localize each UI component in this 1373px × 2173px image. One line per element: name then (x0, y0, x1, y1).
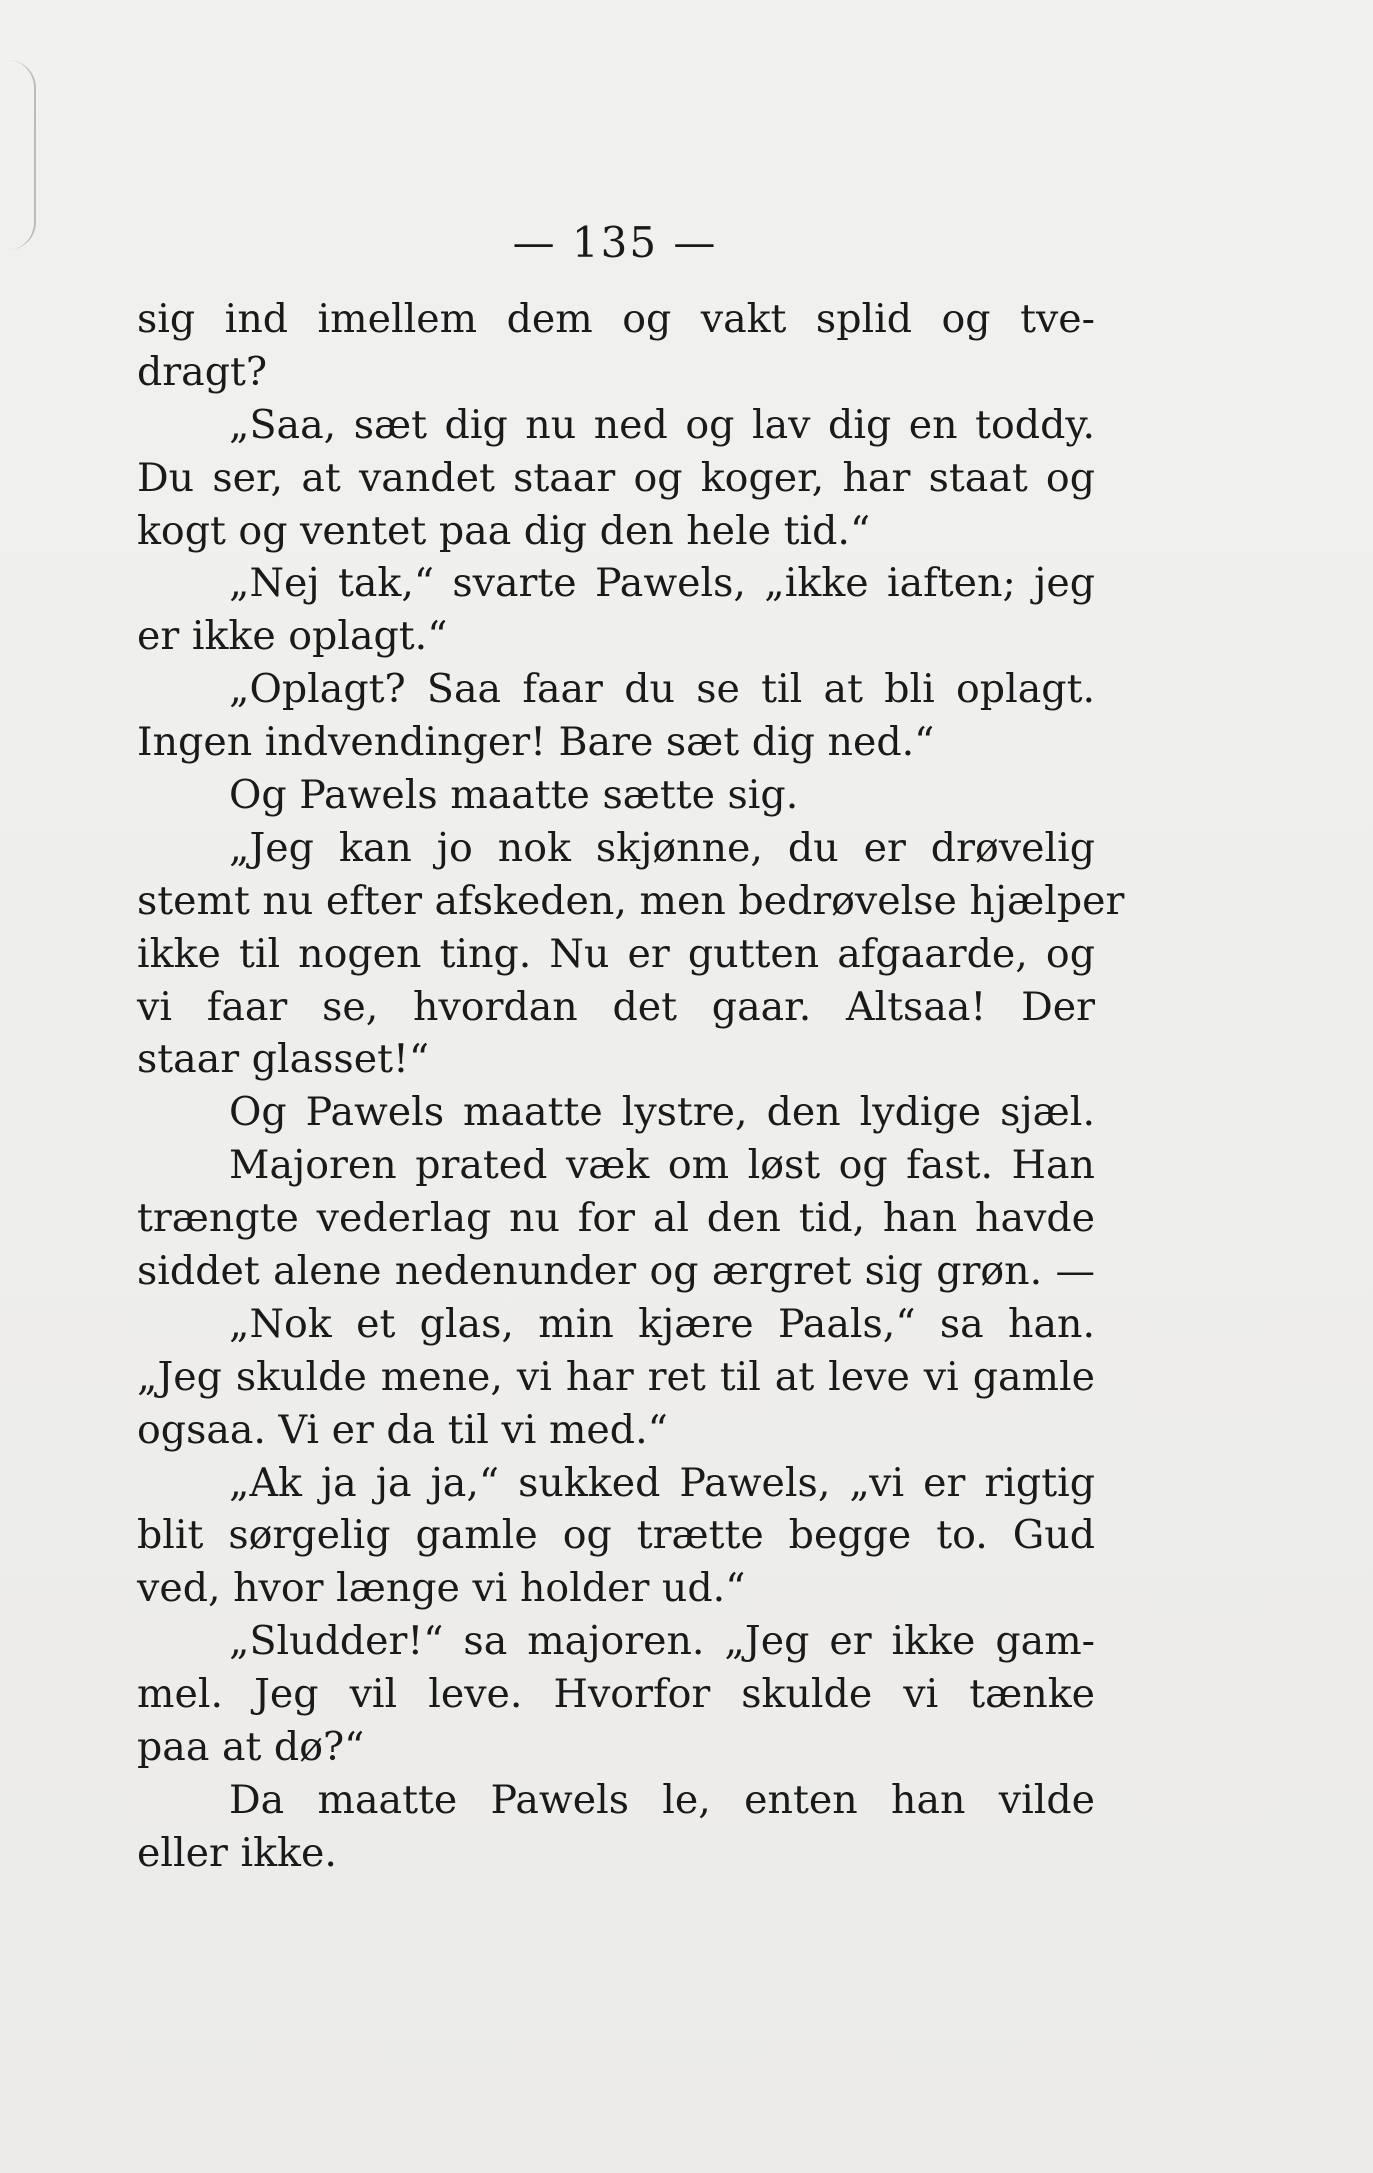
text-line: Ingen indvendinger! Bare sæt dig ned.“ (137, 719, 935, 766)
text-line: kogt og ventet paa dig den hele tid.“ (137, 507, 871, 554)
text-line: Og Pawels maatte lystre, den lydige sjæl. (229, 1089, 1095, 1136)
text-line: paa at dø?“ (137, 1724, 365, 1771)
text-line: „Jeg kan jo nok skjønne, du er drøvelig (229, 824, 1095, 871)
text-line: siddet alene nedenunder og ærgret sig grøn. — (137, 1248, 1095, 1295)
text-line: Da maatte Pawels le, enten han vilde (229, 1776, 1095, 1823)
text-line: „Oplagt? Saa faar du se til at bli oplagt. (229, 666, 1095, 713)
text-line: eller ikke. (137, 1829, 337, 1876)
text-line: „Saa, sæt dig nu ned og lav dig en toddy. (229, 401, 1095, 448)
text-line: ved, hvor længe vi holder ud.“ (137, 1565, 746, 1612)
body-text (137, 293, 1125, 1880)
text-line: blit sørgelig gamle og trætte begge to. Gud (137, 1512, 1095, 1559)
text-line: „Nok et glas, min kjære Paals,“ sa han. (229, 1300, 1095, 1347)
text-line: ogsaa. Vi er da til vi med.“ (137, 1406, 668, 1453)
text-line: ikke til nogen ting. Nu er gutten afgaarde, og (137, 930, 1095, 977)
text-line: dragt? (137, 348, 268, 395)
text-line: „Ak ja ja ja,“ sukked Pawels, „vi er rigtig (229, 1459, 1095, 1506)
text-line: Du ser, at vandet staar og koger, har staat og (137, 454, 1095, 501)
page-number: — 135 — (512, 218, 718, 267)
text-line: stemt nu efter afskeden, men bedrøvelse hjælper (137, 877, 1125, 924)
text-line: staar glasset!“ (137, 1036, 430, 1083)
text-line: vi faar se, hvordan det gaar. Altsaa! Der (137, 983, 1095, 1030)
text-line: er ikke oplagt.“ (137, 613, 448, 660)
text-line: Og Pawels maatte sætte sig. (229, 772, 799, 819)
text-line: „Jeg skulde mene, vi har ret til at leve vi gamle (137, 1353, 1095, 1400)
text-line: „Sludder!“ sa majoren. „Jeg er ikke gam- (229, 1618, 1095, 1665)
text-line: trængte vederlag nu for al den tid, han havde (137, 1195, 1095, 1242)
text-line: „Nej tak,“ svarte Pawels, „ikke iaften; jeg (229, 560, 1095, 607)
text-line: sig ind imellem dem og vakt splid og tve- (137, 296, 1095, 342)
text-line: Majoren prated væk om løst og fast. Han (229, 1142, 1095, 1189)
text-line: mel. Jeg vil leve. Hvorfor skulde vi tænke (137, 1671, 1095, 1718)
